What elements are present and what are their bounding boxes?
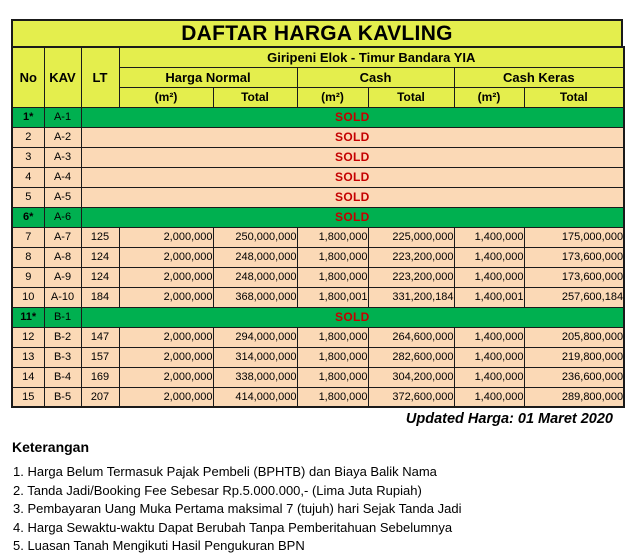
- cell-cash-m2: 1,800,000: [297, 367, 368, 387]
- cell-harga-normal-total: 338,000,000: [213, 367, 297, 387]
- price-table: [11, 46, 625, 408]
- cell-cash-keras-total: 173,600,000: [524, 247, 624, 267]
- column-header-lt: LT: [81, 47, 119, 107]
- cell-cash-keras-m2: 1,400,000: [454, 267, 524, 287]
- table-row-sold: [12, 307, 624, 327]
- cell-cash-keras-total: 236,600,000: [524, 367, 624, 387]
- updated-date-label: Updated Harga: 01 Maret 2020: [405, 411, 613, 427]
- table-row-sold: [12, 187, 624, 207]
- cell-no: 12: [12, 327, 44, 347]
- page-title: DAFTAR HARGA KAVLING: [11, 19, 623, 48]
- column-header-kav: KAV: [44, 47, 81, 107]
- cell-cash-m2: 1,800,000: [297, 227, 368, 247]
- cell-cash-total: 331,200,184: [368, 287, 454, 307]
- table-row-sold: [12, 207, 624, 227]
- cell-harga-normal-m2: 2,000,000: [119, 267, 213, 287]
- cell-lt: 124: [81, 267, 119, 287]
- cell-kav: A-2: [44, 127, 81, 147]
- cell-kav: A-10: [44, 287, 81, 307]
- cell-lt: 207: [81, 387, 119, 407]
- table-row: [12, 247, 624, 267]
- cell-cash-keras-m2: 1,400,000: [454, 367, 524, 387]
- cell-cash-m2: 1,800,000: [297, 267, 368, 287]
- cell-lt: 157: [81, 347, 119, 367]
- cell-cash-m2: 1,800,000: [297, 387, 368, 407]
- cell-kav: A-8: [44, 247, 81, 267]
- cell-sold-status: SOLD: [81, 167, 624, 187]
- cell-cash-m2: 1,800,000: [297, 247, 368, 267]
- cell-no: 4: [12, 167, 44, 187]
- column-header-cash-keras-m2: (m²): [454, 87, 524, 107]
- cell-no: 3: [12, 147, 44, 167]
- cell-no: 1*: [12, 107, 44, 127]
- column-header-harga-normal-m2: (m²): [119, 87, 213, 107]
- column-header-cash-total: Total: [368, 87, 454, 107]
- column-header-harga-normal: Harga Normal: [119, 67, 297, 87]
- cell-cash-keras-m2: 1,400,000: [454, 247, 524, 267]
- cell-cash-keras-m2: 1,400,000: [454, 227, 524, 247]
- note-item: 5. Luasan Tanah Mengikuti Hasil Pengukuran BPN: [13, 538, 305, 554]
- header-row-project: [12, 47, 624, 67]
- cell-harga-normal-m2: 2,000,000: [119, 247, 213, 267]
- cell-cash-total: 304,200,000: [368, 367, 454, 387]
- page-content: [11, 19, 623, 556]
- cell-harga-normal-m2: 2,000,000: [119, 387, 213, 407]
- cell-no: 6*: [12, 207, 44, 227]
- cell-cash-m2: 1,800,001: [297, 287, 368, 307]
- cell-cash-m2: 1,800,000: [297, 347, 368, 367]
- cell-no: 11*: [12, 307, 44, 327]
- cell-cash-total: 264,600,000: [368, 327, 454, 347]
- cell-sold-status: SOLD: [81, 147, 624, 167]
- cell-harga-normal-m2: 2,000,000: [119, 367, 213, 387]
- cell-no: 10: [12, 287, 44, 307]
- column-header-cash-m2: (m²): [297, 87, 368, 107]
- cell-sold-status: SOLD: [81, 307, 624, 327]
- table-row: [12, 367, 624, 387]
- cell-no: 14: [12, 367, 44, 387]
- cell-kav: B-5: [44, 387, 81, 407]
- notes-heading: Keterangan: [12, 439, 90, 455]
- cell-cash-total: 282,600,000: [368, 347, 454, 367]
- cell-kav: A-9: [44, 267, 81, 287]
- cell-cash-keras-total: 205,800,000: [524, 327, 624, 347]
- cell-lt: 169: [81, 367, 119, 387]
- project-header: Giripeni Elok - Timur Bandara YIA: [119, 47, 624, 67]
- cell-cash-keras-m2: 1,400,000: [454, 347, 524, 367]
- cell-no: 8: [12, 247, 44, 267]
- cell-harga-normal-total: 414,000,000: [213, 387, 297, 407]
- note-item: 2. Tanda Jadi/Booking Fee Sebesar Rp.5.000.000,- (Lima Juta Rupiah): [13, 482, 422, 498]
- cell-no: 2: [12, 127, 44, 147]
- column-header-cash-keras: Cash Keras: [454, 67, 624, 87]
- cell-harga-normal-total: 250,000,000: [213, 227, 297, 247]
- cell-cash-total: 223,200,000: [368, 267, 454, 287]
- cell-cash-keras-total: 219,800,000: [524, 347, 624, 367]
- note-item: 4. Harga Sewaktu-waktu Dapat Berubah Tanpa Pemberitahuan Sebelumnya: [13, 519, 453, 535]
- cell-harga-normal-m2: 2,000,000: [119, 327, 213, 347]
- cell-harga-normal-total: 248,000,000: [213, 267, 297, 287]
- notes-list: [11, 463, 623, 556]
- cell-lt: 125: [81, 227, 119, 247]
- cell-cash-keras-total: 289,800,000: [524, 387, 624, 407]
- cell-kav: A-1: [44, 107, 81, 127]
- cell-cash-keras-m2: 1,400,000: [454, 387, 524, 407]
- cell-no: 9: [12, 267, 44, 287]
- note-item: 3. Pembayaran Uang Muka Pertama maksimal 7 (tujuh) hari Sejak Tanda Jadi: [13, 501, 462, 517]
- cell-sold-status: SOLD: [81, 207, 624, 227]
- cell-cash-keras-m2: 1,400,001: [454, 287, 524, 307]
- cell-kav: B-4: [44, 367, 81, 387]
- table-header: [12, 47, 624, 107]
- column-header-no: No: [12, 47, 44, 107]
- cell-harga-normal-total: 368,000,000: [213, 287, 297, 307]
- table-row: [12, 347, 624, 367]
- table-row-sold: [12, 167, 624, 187]
- table-row: [12, 267, 624, 287]
- column-header-cash-keras-total: Total: [524, 87, 624, 107]
- table-row-sold: [12, 127, 624, 147]
- cell-kav: A-3: [44, 147, 81, 167]
- cell-kav: B-3: [44, 347, 81, 367]
- cell-harga-normal-total: 314,000,000: [213, 347, 297, 367]
- cell-cash-total: 225,000,000: [368, 227, 454, 247]
- cell-harga-normal-total: 294,000,000: [213, 327, 297, 347]
- table-row: [12, 227, 624, 247]
- cell-cash-total: 372,600,000: [368, 387, 454, 407]
- note-item: 1. Harga Belum Termasuk Pajak Pembeli (BPHTB) dan Biaya Balik Nama: [13, 464, 437, 479]
- cell-cash-keras-total: 173,600,000: [524, 267, 624, 287]
- column-header-cash: Cash: [297, 67, 454, 87]
- cell-kav: A-4: [44, 167, 81, 187]
- cell-cash-m2: 1,800,000: [297, 327, 368, 347]
- cell-kav: A-5: [44, 187, 81, 207]
- cell-harga-normal-total: 248,000,000: [213, 247, 297, 267]
- cell-no: 7: [12, 227, 44, 247]
- cell-kav: B-1: [44, 307, 81, 327]
- cell-kav: B-2: [44, 327, 81, 347]
- table-row: [12, 287, 624, 307]
- cell-cash-keras-total: 175,000,000: [524, 227, 624, 247]
- cell-sold-status: SOLD: [81, 187, 624, 207]
- cell-lt: 124: [81, 247, 119, 267]
- cell-no: 15: [12, 387, 44, 407]
- column-header-harga-normal-total: Total: [213, 87, 297, 107]
- cell-harga-normal-m2: 2,000,000: [119, 287, 213, 307]
- cell-sold-status: SOLD: [81, 127, 624, 147]
- cell-kav: A-6: [44, 207, 81, 227]
- cell-cash-keras-total: 257,600,184: [524, 287, 624, 307]
- cell-cash-total: 223,200,000: [368, 247, 454, 267]
- cell-harga-normal-m2: 2,000,000: [119, 347, 213, 367]
- table-row: [12, 387, 624, 407]
- cell-cash-keras-m2: 1,400,000: [454, 327, 524, 347]
- cell-kav: A-7: [44, 227, 81, 247]
- cell-harga-normal-m2: 2,000,000: [119, 227, 213, 247]
- notes-section: [11, 439, 623, 556]
- cell-sold-status: SOLD: [81, 107, 624, 127]
- cell-lt: 184: [81, 287, 119, 307]
- cell-no: 13: [12, 347, 44, 367]
- table-body: [12, 107, 624, 407]
- table-row-sold: [12, 147, 624, 167]
- cell-lt: 147: [81, 327, 119, 347]
- cell-no: 5: [12, 187, 44, 207]
- table-row: [12, 327, 624, 347]
- table-row-sold: [12, 107, 624, 127]
